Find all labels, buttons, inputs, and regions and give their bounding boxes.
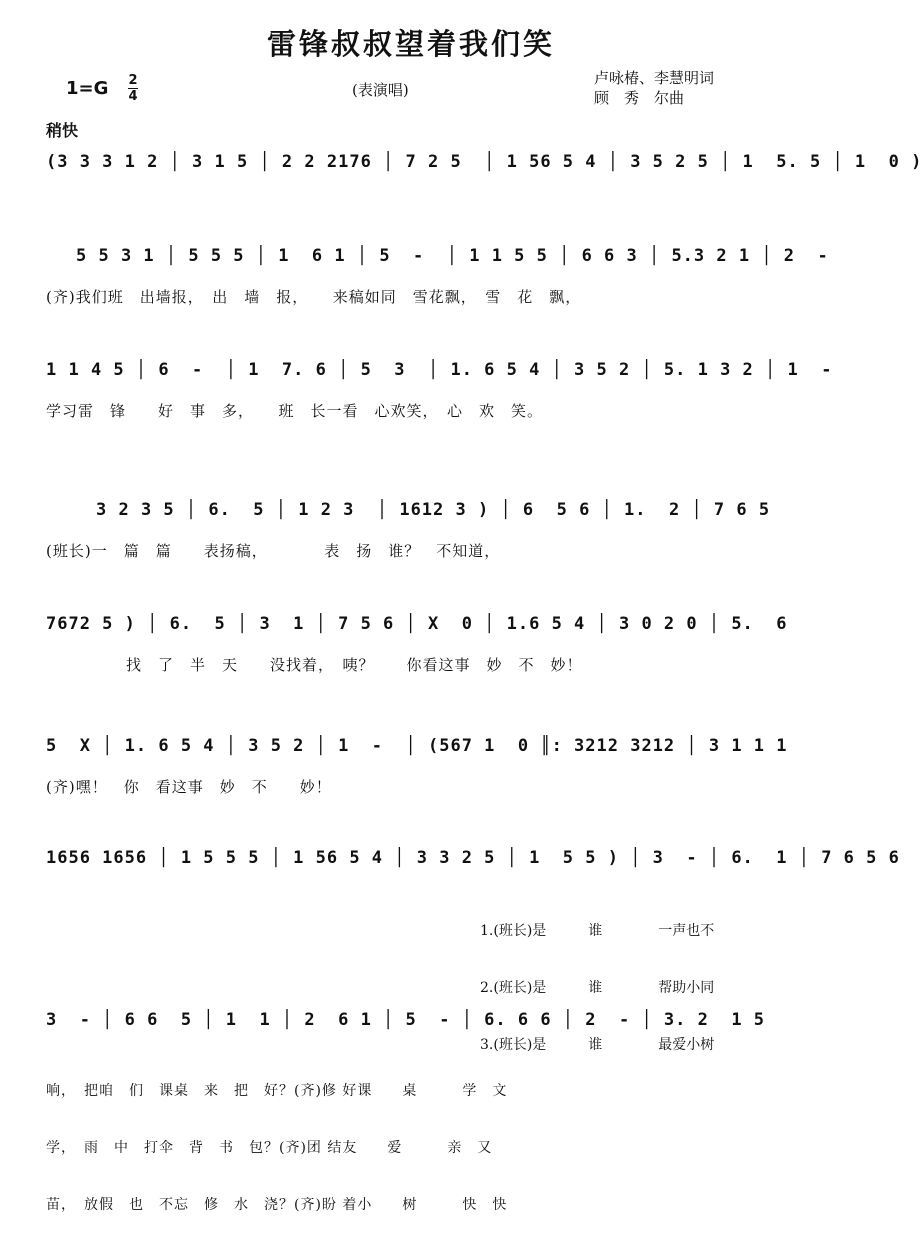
lyric-line: (班长)一 篇 篇 表扬稿， 表 扬 谁？ 不知道， — [46, 542, 501, 560]
composer: 顾 秀 尔曲 — [594, 89, 685, 107]
lyric-line: 学习雷 锋 好 事 多， 班 长一看 心欢笑， 心 欢 笑。 — [46, 402, 544, 420]
lyric-line: 1.(班长)是 谁 一声也不 — [480, 923, 715, 939]
notation-line: 1 1 4 5 │ 6 - │ 1 7. 6 │ 5 3 │ 1. 6 5 4 │ 3 5 2 │ 5. 1 3 2 │ 1 - — [46, 360, 833, 380]
notation-line: 3 2 3 5 │ 6. 5 │ 1 2 3 │ 1612 3 ) │ 6 5 6 │ 1. 2 │ 7 6 5 — [96, 500, 771, 520]
notation-line: 7672 5 ) │ 6. 5 │ 3 1 │ 7 5 6 │ X 0 │ 1.6 5 4 │ 3 0 2 0 │ 5. 6 — [46, 614, 788, 634]
time-signature — [128, 74, 138, 103]
lyric-line: 响， 把咱 们 课桌 来 把 好？(齐)修 好课 桌 学 文 — [46, 1083, 508, 1099]
time-signature-top: 2 — [128, 73, 138, 88]
song-title: 雷锋叔叔望着我们笑 — [266, 27, 555, 61]
notation-line: 1656 1656 │ 1 5 5 5 │ 1 56 5 4 │ 3 3 2 5 │ 1 5 5 ) │ 3 - │ 6. 1 │ 7 6 5 6 — [46, 848, 900, 868]
lyric-line: 找 了 半 天 没找着， 咦？ 你看这事 妙 不 妙！ — [46, 656, 583, 674]
score-system-8 — [0, 1010, 822, 1213]
notation-line: 5 5 3 1 │ 5 5 5 │ 1 6 1 │ 5 - │ 1 1 5 5 │ 6 6 3 │ 5.3 2 1 │ 2 - — [76, 246, 829, 266]
lyric-line: 苗， 放假 也 不忘 修 水 浇？(齐)盼 着小 树 快 快 — [46, 1197, 508, 1213]
lyric-line: (齐)嘿！ 你 看这事 妙 不 妙！ — [46, 778, 332, 796]
score-system-4 — [0, 500, 822, 600]
lyric-line: 2.(班长)是 谁 帮助小同 — [480, 980, 715, 996]
notation-line: 5 X │ 1. 6 5 4 │ 3 5 2 │ 1 - │ (567 1 0 ║: 3212 3212 │ 3 1 1 1 — [46, 736, 788, 756]
lyric-verse-block — [46, 1044, 507, 1253]
score-system-6 — [0, 736, 822, 836]
tempo-marking: 稍快 — [46, 121, 79, 140]
lyricist: 卢咏椿、李慧明词 — [594, 69, 715, 87]
performance-type: (表演唱) — [352, 81, 409, 99]
score-system-2 — [0, 246, 829, 346]
lyric-line: 学， 雨 中 打伞 背 书 包？(齐)团 结友 爱 亲 又 — [46, 1140, 493, 1156]
time-signature-bottom: 4 — [128, 89, 138, 104]
lyric-line: 3.(班长)是 谁 最爱小树 — [480, 1037, 715, 1053]
credits — [594, 68, 714, 108]
score-system-5 — [0, 614, 822, 714]
lyric-line: (齐)我们班 出墙报， 出 墙 报， 来稿如同 雪花飘， 雪 花 飘， — [46, 288, 582, 306]
score-system-1 — [0, 152, 922, 252]
notation-line: (3 3 3 1 2 │ 3 1 5 │ 2 2 2176 │ 7 2 5 │ 1 56 5 4 │ 3 5 2 5 │ 1 5. 5 │ 1 0 ) — [46, 152, 922, 172]
notation-line: 3 - │ 6 6 5 │ 1 1 │ 2 6 1 │ 5 - │ 6. 6 6 │ 2 - │ 3. 2 1 5 — [46, 1010, 766, 1030]
key-signature: 1=G — [66, 78, 109, 99]
score-system-3 — [0, 360, 833, 460]
